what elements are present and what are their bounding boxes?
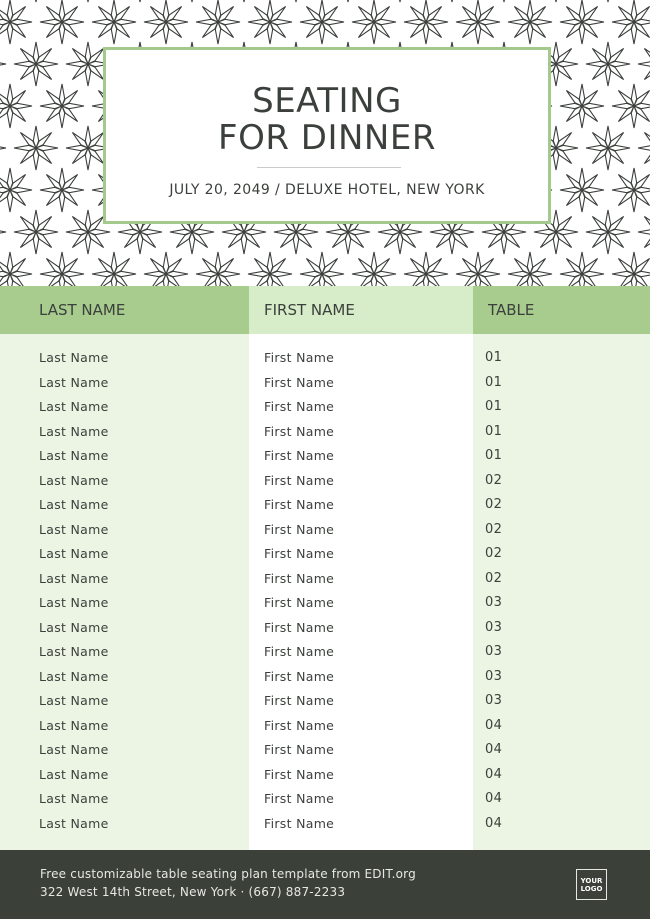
last-name-cell: Last Name — [39, 374, 109, 390]
first-name-cell: First Name — [264, 619, 335, 635]
table-row — [0, 591, 650, 616]
star-motif-icon — [352, 0, 396, 44]
footer — [0, 850, 650, 919]
star-motif-icon — [326, 0, 370, 2]
table-number-cell: 01 — [485, 399, 503, 414]
star-motif-icon — [0, 0, 32, 44]
table-number-cell: 03 — [485, 644, 503, 659]
star-motif-icon — [456, 0, 500, 44]
star-motif-icon — [118, 0, 162, 2]
table-row — [0, 665, 650, 690]
table-row — [0, 420, 650, 445]
star-motif-icon — [638, 126, 650, 170]
star-motif-icon — [638, 0, 650, 2]
table-number-cell: 04 — [485, 815, 503, 831]
first-name-cell: First Name — [264, 423, 335, 439]
star-motif-icon — [0, 210, 6, 254]
star-motif-icon — [612, 84, 650, 128]
first-name-cell: First Name — [264, 668, 335, 684]
column-header-first-name: FIRST NAME — [249, 286, 473, 334]
star-motif-icon — [430, 0, 474, 2]
star-motif-icon — [14, 0, 58, 2]
star-motif-icon — [404, 252, 448, 286]
table-number-cell: 02 — [485, 546, 503, 561]
star-motif-icon — [196, 252, 240, 286]
star-motif-icon — [40, 168, 84, 212]
last-name-cell: Last Name — [39, 546, 109, 561]
first-name-cell: First Name — [264, 350, 335, 365]
star-motif-icon — [40, 84, 84, 128]
table-row — [0, 395, 650, 420]
star-motif-icon — [560, 252, 604, 286]
last-name-cell: Last Name — [39, 791, 109, 806]
last-name-cell: Last Name — [39, 717, 109, 733]
table-row — [0, 812, 650, 837]
table-number-cell: 03 — [485, 693, 503, 708]
page-title-line-2: FOR DINNER — [218, 118, 436, 158]
star-motif-icon — [586, 210, 630, 254]
last-name-cell: Last Name — [39, 619, 109, 635]
star-motif-icon — [300, 252, 344, 286]
star-motif-icon — [586, 0, 630, 2]
last-name-cell: Last Name — [39, 472, 109, 488]
footer-address: 322 West 14th Street, New York · (667) 887-2233 — [40, 885, 346, 899]
first-name-cell: First Name — [264, 546, 335, 561]
table-header — [0, 286, 650, 334]
first-name-cell: First Name — [264, 497, 335, 512]
table-row — [0, 346, 650, 371]
star-motif-icon — [586, 42, 630, 86]
last-name-cell: Last Name — [39, 693, 109, 708]
table-number-cell: 04 — [485, 742, 503, 757]
first-name-cell: First Name — [264, 472, 335, 488]
first-name-cell: First Name — [264, 399, 335, 414]
star-motif-icon — [534, 0, 578, 2]
first-name-cell: First Name — [264, 693, 335, 708]
star-motif-icon — [0, 0, 6, 2]
column-header-last-name: LAST NAME — [0, 286, 249, 334]
table-row — [0, 518, 650, 543]
star-motif-icon — [352, 252, 396, 286]
last-name-cell: Last Name — [39, 815, 109, 831]
star-motif-icon — [586, 126, 630, 170]
first-name-cell: First Name — [264, 815, 335, 831]
star-motif-icon — [638, 210, 650, 254]
star-motif-icon — [248, 0, 292, 44]
last-name-cell: Last Name — [39, 350, 109, 365]
star-motif-icon — [0, 42, 6, 86]
first-name-cell: First Name — [264, 448, 335, 463]
first-name-cell: First Name — [264, 766, 335, 782]
last-name-cell: Last Name — [39, 521, 109, 537]
star-motif-icon — [300, 0, 344, 44]
table-number-cell: 03 — [485, 619, 503, 635]
last-name-cell: Last Name — [39, 399, 109, 414]
table-row — [0, 493, 650, 518]
footer-credit: Free customizable table seating plan template from EDIT.org — [40, 867, 416, 881]
first-name-cell: First Name — [264, 742, 335, 757]
star-motif-icon — [508, 252, 552, 286]
table-number-cell: 04 — [485, 791, 503, 806]
first-name-cell: First Name — [264, 374, 335, 390]
table-number-cell: 04 — [485, 766, 503, 782]
table-row — [0, 640, 650, 665]
table-row — [0, 616, 650, 641]
star-motif-icon — [196, 0, 240, 44]
table-number-cell: 01 — [485, 423, 503, 439]
first-name-cell: First Name — [264, 521, 335, 537]
star-motif-icon — [0, 168, 32, 212]
table-number-cell: 01 — [485, 448, 503, 463]
last-name-cell: Last Name — [39, 570, 109, 586]
table-row — [0, 542, 650, 567]
table-number-cell: 04 — [485, 717, 503, 733]
star-motif-icon — [14, 42, 58, 86]
logo-placeholder: YOUR LOGO — [576, 869, 607, 900]
table-row — [0, 714, 650, 739]
title-card — [103, 47, 551, 224]
table-number-cell: 02 — [485, 472, 503, 488]
table-number-cell: 03 — [485, 595, 503, 610]
star-motif-icon — [170, 0, 214, 2]
star-motif-icon — [612, 252, 650, 286]
table-row — [0, 738, 650, 763]
last-name-cell: Last Name — [39, 497, 109, 512]
table-row — [0, 763, 650, 788]
star-motif-icon — [144, 252, 188, 286]
star-motif-icon — [638, 42, 650, 86]
star-motif-icon — [274, 0, 318, 2]
first-name-cell: First Name — [264, 717, 335, 733]
last-name-cell: Last Name — [39, 668, 109, 684]
star-motif-icon — [40, 0, 84, 44]
star-motif-icon — [14, 210, 58, 254]
table-number-cell: 02 — [485, 570, 503, 586]
first-name-cell: First Name — [264, 595, 335, 610]
star-motif-icon — [222, 0, 266, 2]
star-motif-icon — [612, 0, 650, 44]
star-motif-icon — [508, 0, 552, 44]
star-motif-icon — [560, 84, 604, 128]
last-name-cell: Last Name — [39, 644, 109, 659]
star-motif-icon — [0, 84, 32, 128]
table-number-cell: 01 — [485, 350, 503, 365]
star-motif-icon — [560, 0, 604, 44]
title-divider — [257, 167, 401, 168]
table-number-cell: 01 — [485, 374, 503, 390]
event-subtitle: JULY 20, 2049 / DELUXE HOTEL, NEW YORK — [169, 182, 485, 198]
star-motif-icon — [612, 168, 650, 212]
star-motif-icon — [66, 0, 110, 2]
table-row — [0, 469, 650, 494]
star-motif-icon — [40, 252, 84, 286]
star-motif-icon — [0, 126, 6, 170]
star-motif-icon — [404, 0, 448, 44]
table-row — [0, 689, 650, 714]
column-header-table: TABLE — [473, 286, 650, 334]
last-name-cell: Last Name — [39, 595, 109, 610]
star-motif-icon — [92, 252, 136, 286]
star-motif-icon — [378, 0, 422, 2]
table-number-cell: 03 — [485, 668, 503, 684]
table-row — [0, 444, 650, 469]
star-motif-icon — [92, 0, 136, 44]
star-motif-icon — [482, 0, 526, 2]
last-name-cell: Last Name — [39, 766, 109, 782]
star-motif-icon — [456, 252, 500, 286]
table-number-cell: 02 — [485, 521, 503, 537]
last-name-cell: Last Name — [39, 448, 109, 463]
last-name-cell: Last Name — [39, 423, 109, 439]
page-title-line-1: SEATING — [252, 81, 402, 121]
star-motif-icon — [0, 252, 32, 286]
first-name-cell: First Name — [264, 570, 335, 586]
table-number-cell: 02 — [485, 497, 503, 512]
first-name-cell: First Name — [264, 644, 335, 659]
last-name-cell: Last Name — [39, 742, 109, 757]
seating-rows — [0, 346, 650, 836]
table-row — [0, 567, 650, 592]
star-motif-icon — [144, 0, 188, 44]
star-motif-icon — [248, 252, 292, 286]
star-motif-icon — [14, 126, 58, 170]
table-row — [0, 787, 650, 812]
star-motif-icon — [560, 168, 604, 212]
table-row — [0, 371, 650, 396]
first-name-cell: First Name — [264, 791, 335, 806]
